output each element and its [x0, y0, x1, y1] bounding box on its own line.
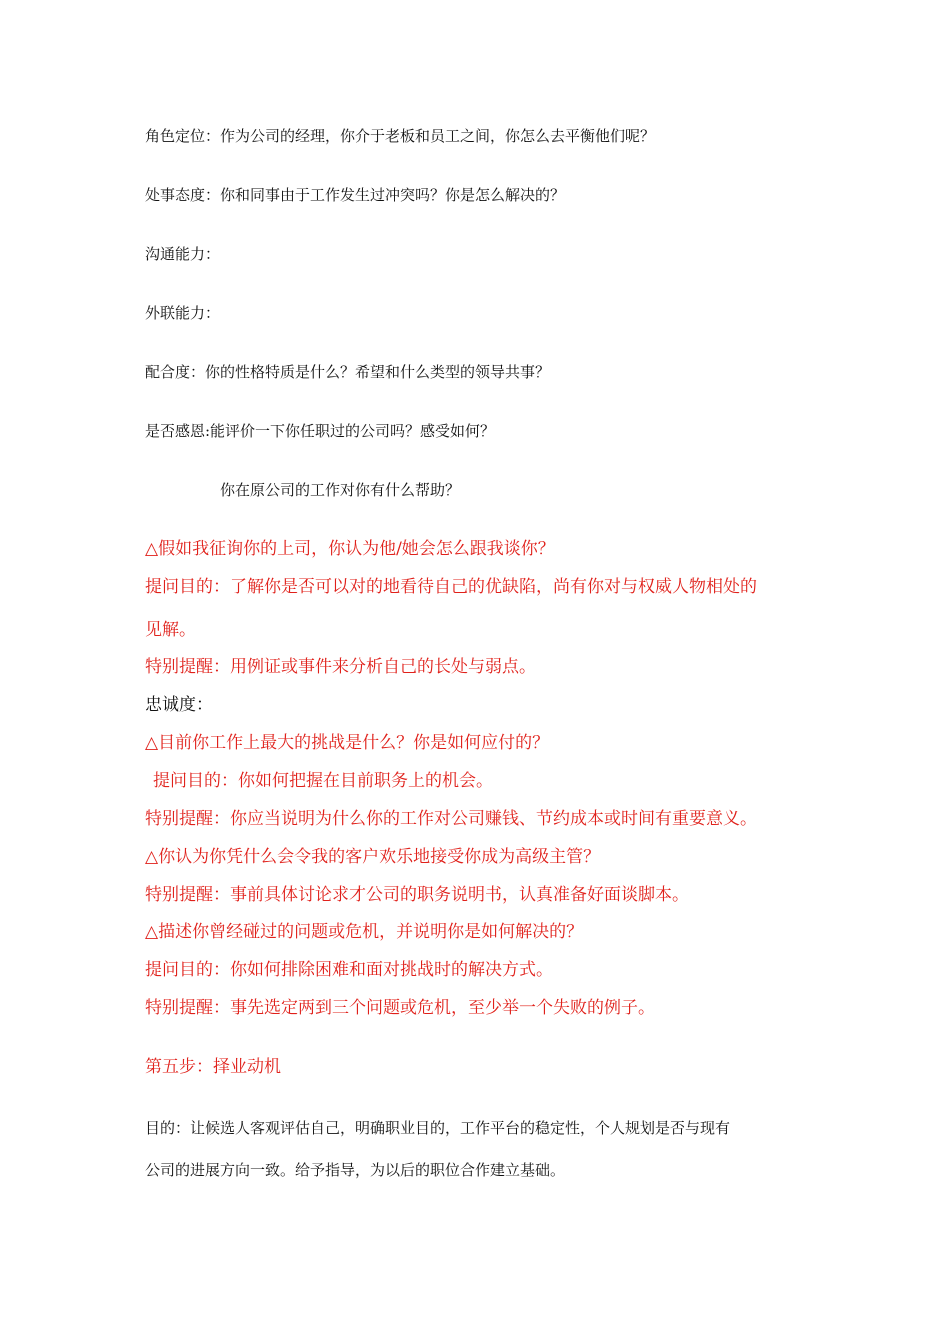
question-biggest-challenge: △目前你工作上最大的挑战是什么？你是如何应付的？ — [145, 733, 550, 753]
label-loyalty: 忠诚度： — [145, 695, 213, 715]
question-role-positioning: 角色定位：作为公司的经理，你介于老板和员工之间，你怎么去平衡他们呢？ — [145, 127, 656, 145]
tip-strengths-weaknesses: 特别提醒：用例证或事件来分析自己的长处与弱点。 — [145, 657, 536, 677]
label-external-relations: 外联能力： — [145, 304, 221, 322]
tip-work-significance: 特别提醒：你应当说明为什么你的工作对公司赚钱、节约成本或时间有重要意义。 — [145, 809, 757, 829]
purpose-crisis: 提问目的：你如何排除困难和面对挑战时的解决方式。 — [145, 960, 553, 980]
section-heading-step-five: 第五步：择业动机 — [145, 1057, 281, 1077]
question-supervisor-view: △假如我征询你的上司，你认为他/她会怎么跟我谈你？ — [145, 539, 555, 559]
purpose-supervisor-view: 提问目的：了解你是否可以对的地看待自己的优缺陷，尚有你对与权威人物相处的 — [145, 577, 757, 597]
label-communication: 沟通能力： — [145, 245, 221, 263]
question-gratitude: 是否感恩:能评价一下你任职过的公司吗？感受如何？ — [145, 422, 496, 440]
tip-job-description: 特别提醒：事前具体讨论求才公司的职务说明书，认真准备好面谈脚本。 — [145, 885, 689, 905]
question-crisis: △描述你曾经碰过的问题或危机，并说明你是如何解决的？ — [145, 922, 584, 942]
question-attitude: 处事态度：你和同事由于工作发生过冲突吗？你是怎么解决的？ — [145, 186, 566, 204]
question-previous-work-help: 你在原公司的工作对你有什么帮助？ — [220, 481, 461, 499]
paragraph-purpose-cont: 公司的进展方向一致。给予指导，为以后的职位合作建立基础。 — [145, 1161, 566, 1179]
tip-crisis-example: 特别提醒：事先选定两到三个问题或危机，至少举一个失败的例子。 — [145, 998, 655, 1018]
purpose-biggest-challenge: 提问目的：你如何把握在目前职务上的机会。 — [153, 771, 493, 791]
question-cooperation: 配合度：你的性格特质是什么？希望和什么类型的领导共事？ — [145, 363, 551, 381]
purpose-supervisor-view-cont: 见解。 — [145, 620, 196, 640]
question-client-acceptance: △你认为你凭什么会令我的客户欢乐地接受你成为高级主管？ — [145, 847, 601, 867]
paragraph-purpose: 目的：让候选人客观评估自己，明确职业目的，工作平台的稳定性，个人规划是否与现有 — [145, 1119, 731, 1137]
